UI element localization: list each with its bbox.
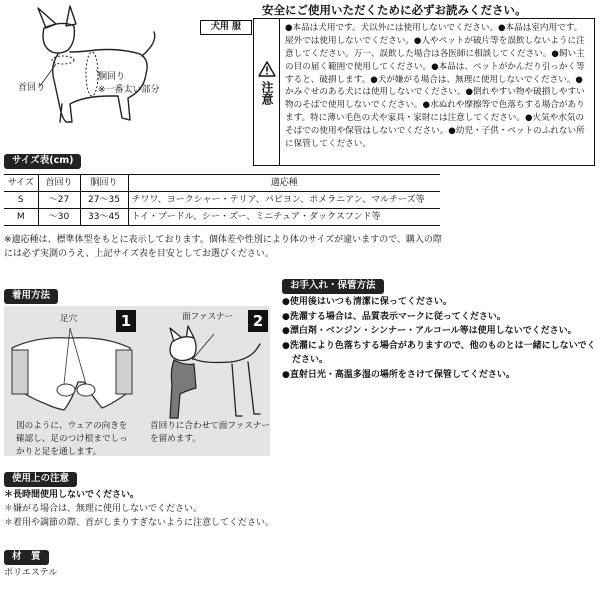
size-cell: M	[4, 209, 38, 226]
warning-icon	[258, 61, 276, 77]
table-row	[4, 209, 440, 226]
leg-hole-label: 足穴	[60, 314, 78, 324]
size-section-header: サイズ表(cm)	[4, 154, 81, 169]
wearing-section-header: 着用方法	[4, 289, 58, 304]
safety-text: ●本品は犬用です。犬以外には使用しないでください。●本品は室内用です。屋外では使用しないでください。●人やペットが破片等を誤飲しないように注意してください。万一、誤飲した場合は各医師に相談してください。●飼い主の目の届く範囲で使用してください。●本品は、ペットがかんだり引っかく等すると、破損します。●犬が嫌がる場合は、無理に使用しないでください。●かみぐせのある犬には使用しないでください。●倒れやすい物や破損しやすい物のそばで使用しないでください。●水ぬれや摩擦等で色落ちする場合があります。特に薄い毛色の犬や家具・家財には注意してください。●火気や水気のそばでの使用や保管はしないでください。●幼児・子供・ペットのふれない所に保管してください。	[285, 23, 585, 150]
usage-badge: 犬用 服	[200, 20, 252, 35]
neck-cell: ～30	[38, 209, 80, 226]
column-header: 胴回り	[80, 175, 128, 192]
body-label: 胴回り	[98, 72, 126, 82]
list-item: ● 漂白剤・ベンジン・シンナー・アルコール等は使用しないでください。	[282, 324, 598, 339]
material-header: 材 質	[4, 550, 49, 565]
safety-title: 安全にご使用いただくために必ずお読みください。	[262, 3, 527, 17]
list-item: ＊ 着用や調節の際、首がしまりすぎないように注意してください。	[4, 517, 444, 531]
safety-side	[254, 19, 280, 165]
column-header: 適応種	[128, 175, 440, 192]
breed-cell: チワワ、ヨークシャー・テリア、パピヨン、ポメラニアン、マルチーズ等	[128, 192, 440, 209]
body-cell: 33～45	[80, 209, 128, 226]
table-row	[4, 192, 440, 209]
dog-measurement-illustration	[0, 0, 200, 150]
neck-label: 首回り	[18, 83, 46, 93]
velcro-label: 面ファスナー	[182, 312, 234, 322]
neck-cell: ～27	[38, 192, 80, 209]
care-list	[282, 295, 598, 382]
size-table	[4, 174, 440, 226]
list-item: ＊ 嫌がる場合は、無理に使用しないでください。	[4, 503, 444, 517]
list-item: ● 洗濯により色落ちする場合がありますので、他のものとは一緒にしないでください。	[282, 339, 598, 368]
breed-cell: トイ・プードル、シー・ズー、ミニチュア・ダックスフンド等	[128, 209, 440, 226]
body-cell: 27～35	[80, 192, 128, 209]
size-cell: S	[4, 192, 38, 209]
step-1-badge: 1	[116, 310, 136, 332]
size-note: ※適応種は、標準体型をもとに表示しております。個体差や性別により体のサイズが違いますので、購入の際には必ず実測のうえ、上記サイズ表を目安としてお選びください。	[4, 235, 442, 259]
material-value: ポリエステル	[4, 568, 58, 578]
step-2-caption: 首回りに合わせて面ファスナーを留めます。	[150, 421, 270, 444]
list-item: ● 洗濯する場合は、品質表示マークに従ってください。	[282, 310, 598, 325]
size-table-header-row	[4, 175, 440, 192]
safety-box	[253, 18, 595, 166]
step-2-badge: 2	[248, 310, 268, 332]
use-caution-list	[4, 489, 444, 531]
body-note: ※一番太い部分	[98, 85, 160, 95]
caution-label: 注意	[260, 81, 274, 105]
column-header: サイズ	[4, 175, 38, 192]
list-item: ＊ 長時間使用しないでください。	[4, 489, 444, 503]
column-header: 首回り	[38, 175, 80, 192]
step-1-caption: 図のように、ウェアの向きを確認し、足のつけ根までしっかりと足を通します。	[16, 421, 128, 457]
use-caution-header: 使用上の注意	[4, 472, 77, 487]
list-item: ● 使用後はいつも清潔に保ってください。	[282, 295, 598, 310]
list-item: ● 直射日光・高温多湿の場所をさけて保管してください。	[282, 368, 598, 383]
care-section-header: お手入れ・保管方法	[282, 279, 384, 294]
